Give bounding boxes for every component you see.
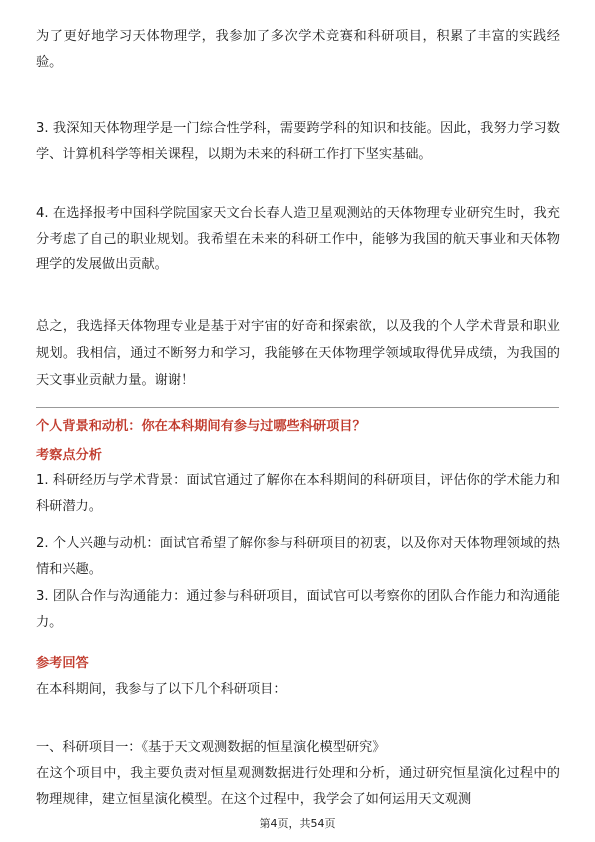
analysis-item-3: 3. 团队合作与沟通能力：通过参与科研项目，面试官可以考察你的团队合作能力和沟通能力。 xyxy=(36,589,560,630)
project-body: 在这个项目中，我主要负责对恒星观测数据进行处理和分析，通过研究恒星演化过程中的物理规律，建立恒星演化模型。在这个过程中，我学会了如何运用天文观测 xyxy=(36,766,560,807)
answer-intro: 在本科期间，我参与了以下几个科研项目： xyxy=(36,682,287,697)
point-4-paragraph: 4. 在选择报考中国科学院国家天文台长春人造卫星观测站的天体物理专业研究生时，我充分考虑了自己的职业规划。我希望在未来的科研工作中，能够为我国的航天事业和天体物理学的发展做出贡献。 xyxy=(36,206,560,272)
point-3-paragraph: 3. 我深知天体物理学是一门综合性学科，需要跨学科的知识和技能。因此，我努力学习数学、计算机科学等相关课程，以期为未来的科研工作打下坚实基础。 xyxy=(36,121,560,162)
project-title: 一、科研项目一：《基于天文观测数据的恒星演化模型研究》 xyxy=(36,740,386,755)
intro-paragraph: 为了更好地学习天体物理学，我参加了多次学术竞赛和科研项目，积累了丰富的实践经验。 xyxy=(36,29,560,70)
analysis-item-2: 2. 个人兴趣与动机：面试官希望了解你参与科研项目的初衷，以及你对天体物理领域的热情和兴趣。 xyxy=(36,536,560,577)
question-heading: 个人背景和动机：你在本科期间有参与过哪些科研项目？ xyxy=(36,419,366,434)
section-divider xyxy=(36,407,559,408)
conclusion-paragraph: 总之，我选择天体物理专业是基于对宇宙的好奇和探索欲，以及我的个人学术背景和职业规划。我相信，通过不断努力和学习，我能够在天体物理学领域取得优异成绩，为我国的天文事业贡献力量。谢谢！ xyxy=(36,319,560,388)
answer-heading: 参考回答 xyxy=(36,656,89,671)
analysis-item-1: 1. 科研经历与学术背景：面试官通过了解你在本科期间的科研项目，评估你的学术能力和科研潜力。 xyxy=(36,473,560,514)
analysis-heading: 考察点分析 xyxy=(36,448,102,463)
page-number-footer: 第4页，共54页 xyxy=(259,817,336,830)
